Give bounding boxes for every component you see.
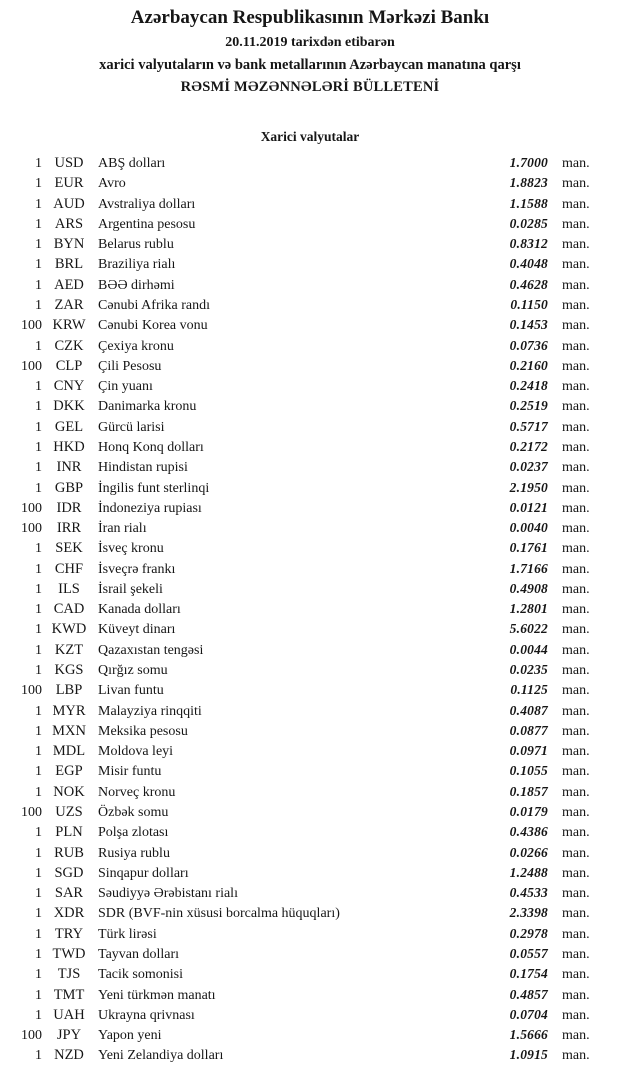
quantity: 1 (35, 703, 42, 719)
currency-row (0, 153, 620, 173)
currency-code: USD (54, 155, 84, 171)
currency-code: AUD (53, 195, 85, 212)
subtitle-line: xarici valyutaların və bank metallarının Azərbaycan manatına qarşı (99, 57, 521, 73)
unit-label: man. (562, 622, 590, 638)
unit-label: man. (562, 216, 590, 232)
quantity: 100 (21, 358, 42, 374)
exchange-rate: 0.1125 (510, 682, 548, 698)
currency-name: İsveç kronu (98, 541, 164, 557)
bank-title: Azərbaycan Respublikasının Mərkəzi Bankı (130, 7, 490, 28)
quantity: 1 (35, 541, 42, 557)
quantity: 1 (35, 439, 42, 455)
exchange-rate: 0.1857 (509, 783, 548, 799)
currency-row (0, 518, 620, 538)
unit-label: man. (562, 886, 590, 902)
quantity: 1 (35, 1048, 42, 1064)
unit-label: man. (562, 845, 590, 861)
currency-name: Hindistan rupisi (98, 460, 188, 476)
exchange-rate: 1.1588 (509, 195, 548, 211)
currency-name: Polşa zlotası (98, 825, 169, 841)
quantity: 1 (35, 602, 42, 618)
currency-row (0, 275, 620, 295)
unit-label: man. (562, 1007, 590, 1023)
currency-code: HKD (53, 438, 85, 455)
currency-row (0, 782, 620, 802)
unit-label: man. (562, 946, 590, 962)
currency-name: İsveçrə frankı (98, 561, 176, 577)
currency-name: İndoneziya rupiası (98, 500, 202, 516)
currency-name: Meksika pesosu (98, 723, 188, 739)
currency-code: CNY (53, 378, 85, 395)
unit-label: man. (562, 865, 590, 881)
bulletin-title: RƏSMİ MƏZƏNNƏLƏRİ BÜLLETENİ (180, 79, 440, 95)
currency-name: Moldova leyi (98, 744, 174, 760)
currency-name: Çin yuanı (98, 379, 153, 395)
currency-name: Honq Konq dolları (98, 439, 204, 455)
exchange-rate: 0.1453 (509, 317, 548, 333)
unit-label: man. (562, 318, 590, 334)
unit-label: man. (562, 500, 590, 516)
exchange-rate: 1.2801 (509, 601, 548, 617)
currency-row (0, 802, 620, 822)
quantity: 1 (35, 196, 42, 212)
currency-code: ILS (58, 580, 80, 597)
exchange-rate: 1.2488 (509, 864, 548, 880)
currency-code: CAD (53, 601, 85, 618)
currency-row (0, 619, 620, 639)
exchange-rate: 1.8823 (509, 175, 548, 191)
exchange-rate: 0.2172 (509, 438, 548, 454)
quantity: 1 (35, 460, 42, 476)
unit-label: man. (562, 379, 590, 395)
unit-label: man. (562, 784, 590, 800)
currency-code: XDR (53, 905, 85, 922)
exchange-rate: 0.0266 (509, 844, 548, 860)
currency-row (0, 843, 620, 863)
exchange-rate: 1.7000 (509, 155, 548, 170)
currency-code: ZAR (54, 296, 84, 313)
currency-row (0, 356, 620, 376)
quantity: 1 (35, 581, 42, 597)
currency-row (0, 1025, 620, 1045)
currency-code: TJS (57, 966, 81, 983)
quantity: 1 (35, 764, 42, 780)
currency-row (0, 741, 620, 761)
currency-name: Küveyt dinarı (98, 622, 176, 638)
currency-name: Sinqapur dolları (98, 865, 189, 881)
exchange-rate: 0.4087 (509, 702, 548, 718)
currency-code: SGD (54, 864, 84, 881)
currency-row (0, 579, 620, 599)
exchange-rate: 0.0235 (509, 662, 548, 678)
quantity: 1 (35, 156, 42, 171)
unit-label: man. (562, 338, 590, 354)
currency-code: KZT (54, 641, 84, 658)
unit-label: man. (562, 521, 590, 537)
unit-label: man. (562, 764, 590, 780)
exchange-rate: 2.3398 (509, 905, 548, 921)
unit-label: man. (562, 1028, 590, 1044)
exchange-rate: 0.1761 (509, 540, 548, 556)
unit-label: man. (562, 642, 590, 658)
exchange-rate: 1.0915 (509, 1047, 548, 1063)
exchange-rate: 0.0877 (509, 722, 548, 738)
unit-label: man. (562, 683, 590, 699)
section-title: Xarici valyutalar (260, 129, 360, 144)
quantity: 100 (21, 500, 42, 516)
quantity: 1 (35, 723, 42, 739)
quantity: 1 (35, 419, 42, 435)
quantity: 1 (35, 176, 42, 192)
currency-table (0, 153, 620, 1066)
unit-label: man. (562, 460, 590, 476)
currency-row (0, 640, 620, 660)
exchange-rate: 0.8312 (509, 236, 548, 252)
exchange-rate: 0.0971 (509, 743, 548, 759)
quantity: 1 (35, 399, 42, 415)
unit-label: man. (562, 277, 590, 293)
currency-name: İsrail şekeli (98, 581, 163, 597)
currency-code: SEK (55, 540, 83, 557)
unit-label: man. (562, 419, 590, 435)
unit-label: man. (562, 602, 590, 618)
currency-code: UZS (55, 804, 83, 820)
quantity: 1 (35, 237, 42, 253)
currency-name: İngilis funt sterlinqi (98, 480, 210, 496)
exchange-rate: 0.0237 (509, 459, 548, 475)
exchange-rate: 0.4628 (509, 276, 548, 292)
quantity: 1 (35, 663, 42, 679)
currency-code: EGP (55, 763, 83, 780)
currency-code: ARS (54, 215, 84, 232)
currency-name: Cənubi Afrika randı (98, 297, 210, 313)
unit-label: man. (562, 926, 590, 942)
currency-row (0, 1045, 620, 1065)
quantity: 1 (35, 338, 42, 354)
currency-row (0, 599, 620, 619)
unit-label: man. (562, 703, 590, 719)
currency-name: Çexiya kronu (98, 338, 174, 354)
currency-name: Cənubi Korea vonu (98, 318, 208, 334)
currency-name: Ukrayna qrivnası (98, 1007, 195, 1023)
currency-code: MYR (52, 702, 86, 719)
currency-code: TWD (52, 945, 86, 962)
currency-name: Tacik somonisi (98, 967, 183, 983)
quantity: 100 (21, 318, 42, 334)
currency-code: IRR (56, 520, 82, 537)
currency-row (0, 863, 620, 883)
exchange-rate: 0.2978 (509, 925, 548, 941)
unit-label: man. (562, 723, 590, 739)
currency-code: UAH (53, 1006, 85, 1023)
quantity: 1 (35, 297, 42, 313)
currency-name: Səudiyyə Ərəbistanı rialı (98, 886, 238, 902)
quantity: 1 (35, 379, 42, 395)
currency-code: RUB (54, 844, 84, 861)
currency-name: BƏƏ dirhəmi (98, 277, 175, 293)
quantity: 1 (35, 642, 42, 658)
currency-row (0, 254, 620, 274)
unit-label: man. (562, 987, 590, 1003)
exchange-rate: 1.7166 (509, 560, 548, 576)
exchange-rate: 5.6022 (509, 621, 548, 637)
currency-name: İran rialı (98, 521, 147, 537)
currency-code: DKK (53, 398, 85, 415)
currency-name: ABŞ dolları (98, 156, 166, 171)
quantity: 100 (21, 521, 42, 537)
currency-row (0, 498, 620, 518)
currency-code: IDR (56, 499, 82, 516)
currency-row (0, 376, 620, 396)
currency-code: CZK (54, 337, 84, 354)
exchange-rate: 1.5666 (509, 1027, 548, 1043)
unit-label: man. (562, 906, 590, 922)
unit-label: man. (562, 744, 590, 760)
unit-label: man. (562, 581, 590, 597)
currency-row (0, 903, 620, 923)
currency-name: Yeni Zelandiya dolları (98, 1048, 224, 1064)
currency-row (0, 457, 620, 477)
bulletin-header (0, 0, 620, 95)
unit-label: man. (562, 541, 590, 557)
currency-code: TRY (54, 925, 84, 942)
currency-name: Norveç kronu (98, 784, 176, 800)
currency-row (0, 985, 620, 1005)
currency-name: Türk lirəsi (98, 926, 157, 942)
unit-label: man. (562, 561, 590, 577)
unit-label: man. (562, 196, 590, 212)
currency-row (0, 194, 620, 214)
exchange-rate: 0.1754 (509, 966, 548, 982)
currency-name: Qazaxıstan tengəsi (98, 642, 204, 658)
currency-row (0, 315, 620, 335)
unit-label: man. (562, 156, 590, 171)
currency-code: AED (54, 276, 84, 293)
currency-code: INR (56, 459, 82, 476)
unit-label: man. (562, 176, 590, 192)
currency-name: Özbək somu (98, 805, 169, 820)
currency-name: Belarus rublu (98, 237, 174, 253)
currency-row (0, 234, 620, 254)
currency-name: Qırğız somu (98, 663, 168, 679)
currency-name: Misir funtu (98, 764, 162, 780)
currency-name: Rusiya rublu (98, 845, 170, 861)
currency-row (0, 721, 620, 741)
currency-name: Braziliya rialı (98, 257, 176, 273)
currency-code: BRL (54, 256, 84, 273)
currency-name: SDR (BVF-nin xüsusi borcalma hüquqları) (98, 906, 340, 922)
exchange-rate: 0.2160 (509, 357, 548, 373)
exchange-rate: 0.1150 (510, 296, 548, 312)
currency-name: Çili Pesosu (98, 358, 162, 374)
exchange-rate: 0.4908 (509, 580, 548, 596)
exchange-rate: 2.1950 (509, 479, 548, 495)
quantity: 1 (35, 987, 42, 1003)
unit-label: man. (562, 967, 590, 983)
currency-code: CLP (55, 357, 83, 374)
currency-row (0, 417, 620, 437)
quantity: 1 (35, 744, 42, 760)
currency-code: NOK (53, 783, 85, 800)
unit-label: man. (562, 399, 590, 415)
exchange-rate: 0.1055 (509, 763, 548, 779)
quantity: 1 (35, 865, 42, 881)
quantity: 100 (21, 805, 42, 820)
exchange-rate: 0.4048 (509, 256, 548, 272)
currency-code: GBP (54, 479, 84, 496)
quantity: 1 (35, 1007, 42, 1023)
currency-code: KGS (54, 662, 84, 679)
currency-name: Yeni türkmən manatı (98, 987, 216, 1003)
currency-row (0, 538, 620, 558)
currency-name: Argentina pesosu (98, 216, 196, 232)
currency-code: NZD (54, 1047, 84, 1064)
currency-row (0, 396, 620, 416)
currency-name: Avstraliya dolları (98, 196, 196, 212)
currency-row (0, 944, 620, 964)
unit-label: man. (562, 1048, 590, 1064)
exchange-rate: 0.0736 (509, 337, 548, 353)
exchange-rate: 0.0557 (509, 945, 548, 961)
currency-row (0, 295, 620, 315)
unit-label: man. (562, 237, 590, 253)
currency-code: MXN (52, 722, 86, 739)
currency-name: Danimarka kronu (98, 399, 197, 415)
unit-label: man. (562, 663, 590, 679)
currency-row (0, 437, 620, 457)
effective-date-line: 20.11.2019 tarixdən etibarən (225, 35, 395, 50)
exchange-rate: 0.5717 (509, 418, 548, 434)
quantity: 1 (35, 784, 42, 800)
currency-code: CHF (54, 560, 84, 577)
quantity: 1 (35, 926, 42, 942)
quantity: 1 (35, 257, 42, 273)
quantity: 100 (21, 1028, 42, 1044)
unit-label: man. (562, 480, 590, 496)
currency-row (0, 336, 620, 356)
exchange-rate: 0.4533 (509, 885, 548, 901)
currency-row (0, 761, 620, 781)
currency-name: Avro (98, 176, 126, 192)
unit-label: man. (562, 257, 590, 273)
exchange-rate: 0.0285 (509, 215, 548, 231)
unit-label: man. (562, 358, 590, 374)
quantity: 1 (35, 886, 42, 902)
exchange-rate: 0.4386 (509, 824, 548, 840)
quantity: 100 (21, 683, 42, 699)
currency-code: GEL (54, 418, 84, 435)
quantity: 1 (35, 561, 42, 577)
currency-name: Tayvan dolları (98, 946, 180, 962)
currency-row (0, 924, 620, 944)
currency-code: JPY (56, 1027, 82, 1044)
quantity: 1 (35, 845, 42, 861)
currency-code: SAR (54, 885, 84, 902)
unit-label: man. (562, 805, 590, 820)
exchange-rate: 0.0040 (509, 520, 548, 536)
currency-code: LBP (55, 682, 83, 699)
currency-row (0, 701, 620, 721)
unit-label: man. (562, 439, 590, 455)
quantity: 1 (35, 216, 42, 232)
unit-label: man. (562, 825, 590, 841)
quantity: 1 (35, 906, 42, 922)
quantity: 1 (35, 946, 42, 962)
currency-code: KRW (52, 317, 86, 334)
quantity: 1 (35, 277, 42, 293)
quantity: 1 (35, 967, 42, 983)
currency-row (0, 559, 620, 579)
currency-row (0, 214, 620, 234)
currency-row (0, 680, 620, 700)
currency-row (0, 964, 620, 984)
exchange-rate: 0.4857 (509, 986, 548, 1002)
quantity: 1 (35, 825, 42, 841)
currency-row (0, 1005, 620, 1025)
currency-row (0, 660, 620, 680)
currency-code: PLN (55, 824, 83, 841)
currency-row (0, 173, 620, 193)
currency-row (0, 478, 620, 498)
exchange-rate: 0.0704 (509, 1006, 548, 1022)
exchange-rate: 0.0121 (509, 499, 548, 515)
currency-row (0, 883, 620, 903)
currency-name: Kanada dolları (98, 602, 181, 618)
exchange-rate: 0.2519 (509, 398, 548, 414)
currency-code: TMT (53, 986, 85, 1003)
currency-name: Gürcü larisi (98, 419, 165, 435)
currency-code: MDL (52, 743, 86, 760)
quantity: 1 (35, 480, 42, 496)
quantity: 1 (35, 622, 42, 638)
currency-name: Malayziya rinqqiti (98, 703, 202, 719)
currency-name: Livan funtu (98, 683, 164, 699)
currency-row (0, 822, 620, 842)
exchange-rate: 0.2418 (509, 378, 548, 394)
currency-code: BYN (53, 236, 85, 253)
exchange-rate: 0.0044 (509, 641, 548, 657)
exchange-rate: 0.0179 (509, 804, 548, 819)
currency-name: Yapon yeni (98, 1028, 162, 1044)
unit-label: man. (562, 297, 590, 313)
currency-code: KWD (51, 621, 87, 638)
currency-code: EUR (54, 175, 84, 192)
